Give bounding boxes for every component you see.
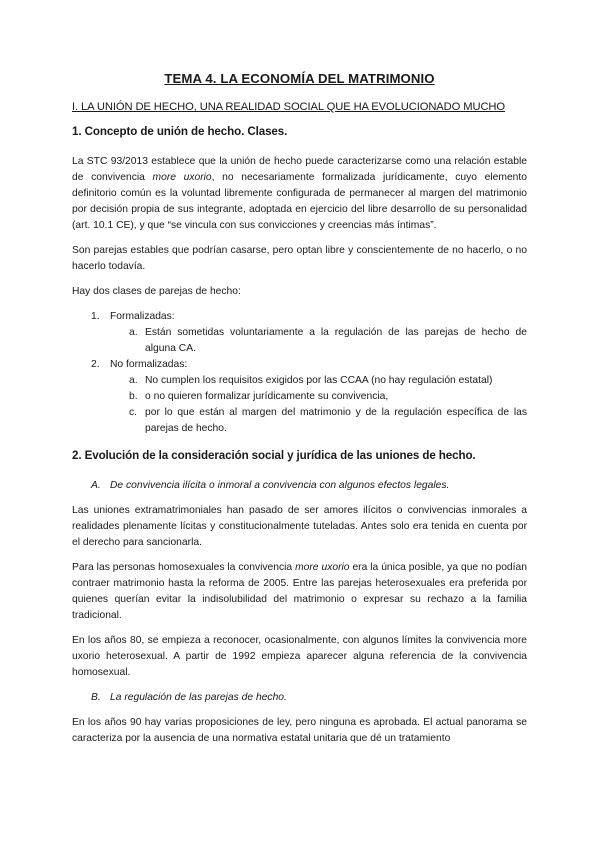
lettered-heading-b: B. La regulación de las parejas de hecho. [91, 692, 287, 703]
sub-list-item: a. Están sometidas voluntariamente a la regulación de las parejas de hecho de alguna CA. [129, 327, 527, 354]
clases-list [72, 309, 527, 437]
subheading-concepto: 1. Concepto de unión de hecho. Clases. [72, 125, 288, 138]
section-heading: I. LA UNIÓN DE HECHO, UNA REALIDAD SOCIAL QUE HA EVOLUCIONADO MUCHO [72, 101, 506, 113]
italic-more-uxorio: more uxorio [295, 562, 350, 573]
paragraph-dos-clases: Hay dos clases de parejas de hecho: [72, 286, 241, 297]
lettered-heading-a: A. De convivencia ilícita o inmoral a convivencia con algunos efectos legales. [91, 480, 450, 491]
list-item: 1. Formalizadas: [91, 311, 175, 322]
subheading-evolucion: 2. Evolución de la consideración social y jurídica de las uniones de hecho. [72, 449, 476, 462]
list-item: 2. No formalizadas: [91, 359, 188, 370]
italic-more-uxorio: more uxorio [152, 172, 212, 183]
paragraph-parejas-estables: Son parejas estables que podrían casarse, pero optan libre y conscientemente de no hacerlo, o no hacerlo todavía. [72, 245, 527, 272]
sub-list-item: c. por lo que están al margen del matrimonio y de la regulación específica de las parejas de hecho. [129, 407, 527, 434]
sub-list-item: a. No cumplen los requisitos exigidos por las CCAA (no hay regulación estatal) [129, 375, 493, 386]
document-title: TEMA 4. LA ECONOMÍA DEL MATRIMONIO [164, 71, 435, 86]
paragraph-stc: La STC 93/2013 establece que la unión de hecho puede caracterizarse como una relación estable de convivencia more uxorio, no necesariamente formalizada jurídicamente, cuyo elemento definitorio común es la voluntad libremente configurada de permanecer al margen del matrimonio por decisión propia de sus integrante, adoptada en ejercicio del libre desarrollo de su personalidad (art. 10.1 CE), y que “se vincula con sus convicciones y creencias más íntimas”. [72, 156, 527, 231]
paragraph-anos-90: En los años 90 hay varias proposiciones de ley, pero ninguna es aprobada. El actual panorama se caracteriza por la ausencia de una normativa estatal unitaria que dé un tratamiento [72, 717, 527, 744]
paragraph-anos-80: En los años 80, se empieza a reconocer, ocasionalmente, con algunos límites la convivencia more uxorio heterosexual. A partir de 1992 empieza aparecer alguna referencia de la convivencia homosexual. [72, 635, 527, 678]
paragraph-extramatrimoniales: Las uniones extramatrimoniales han pasado de ser amores ilícitos o convivencias inmorales a realidades plenamente lícitas y constitucionalmente tuteladas. Antes solo era tenida en cuenta por el derecho para sancionarla. [72, 505, 527, 548]
paragraph-homosexuales: Para las personas homosexuales la convivencia more uxorio era la única posible, ya que no podían contraer matrimonio hasta la reforma de 2005. Entre las parejas heterosexuales era preferida por quienes querían evitar la indisolubilidad del matrimonio o expresar su rechazo a la familia tradicional. [72, 562, 527, 621]
document-page [72, 70, 527, 756]
sub-list-item: b. o no quieren formalizar jurídicamente su convivencia, [129, 391, 389, 402]
